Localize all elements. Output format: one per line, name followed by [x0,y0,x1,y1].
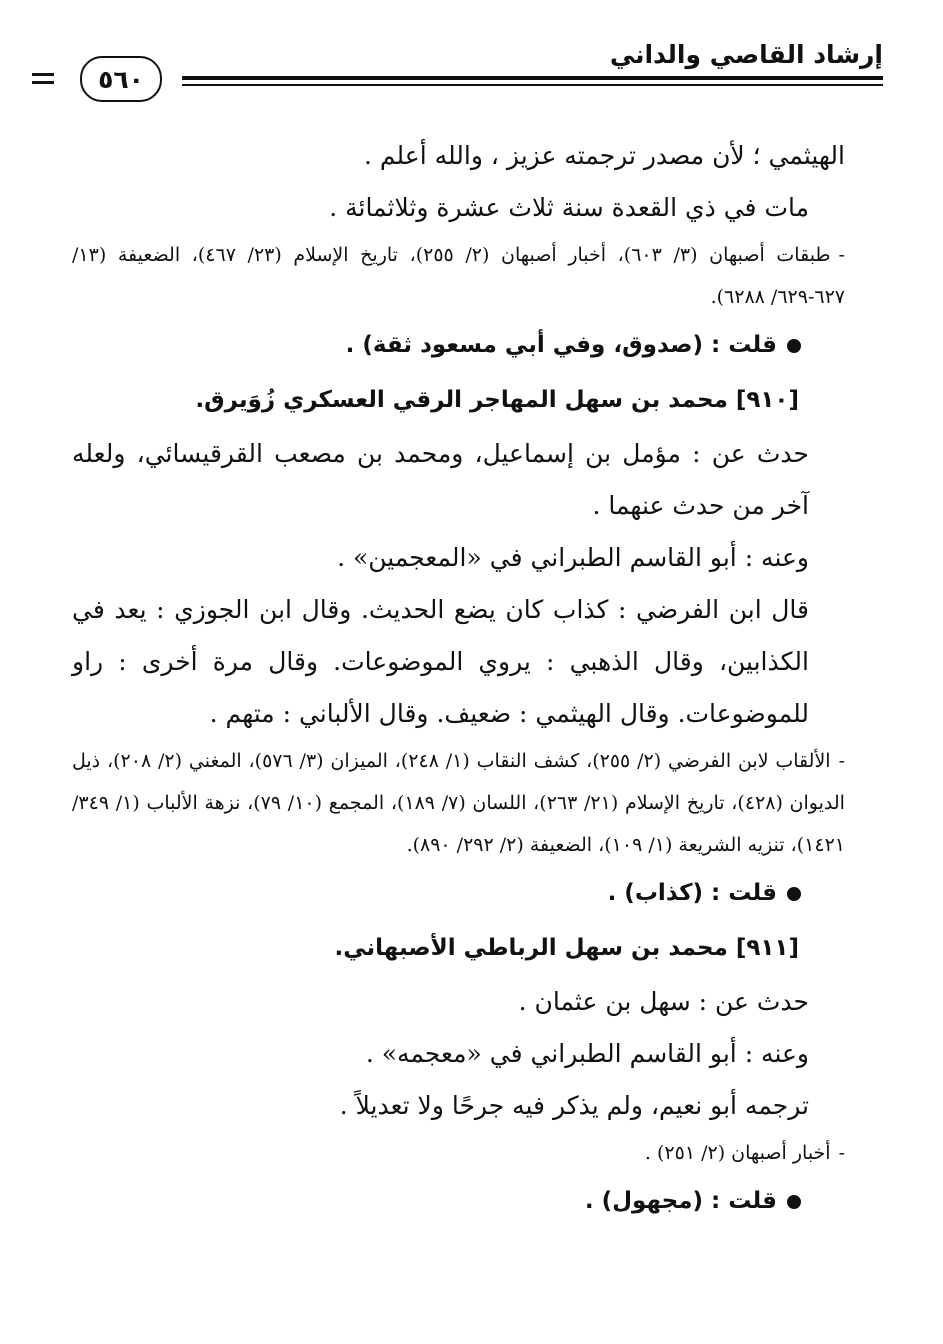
entry-heading: [٩١١] محمد بن سهل الرباطي الأصبهاني. [334,935,799,961]
bullet-icon [787,339,801,353]
body-line: الهيثمي ؛ لأن مصدر ترجمته عزيز ، والله أعلم . [364,141,845,170]
footnote-text: الألقاب لابن الفرضي (٢/ ٢٥٥)، كشف النقاب (١/ ٢٤٨)، الميزان (٣/ ٥٧٦)، المغني (٢/ ٢٠٨)، ذيل الديوان (٤٢٨)، تاريخ الإسلام (٢١/ ٢٦٣)، اللسان (٧/ ١٨٩)، المجمع (١٠/ ٧٩)، نزهة الألباب (١/ ٣٤٩/ ١٤٢١)، تنزيه الشريعة (١/ ١٠٩)، الضعيفة (٢/ ٢٩٢/ ٨٩٠). [72,750,845,856]
bullet-icon [787,887,801,901]
body-paragraph: ترجمه أبو نعيم، ولم يذكر فيه جرحًا ولا تعديلاً . [339,1091,809,1120]
footnote-dash: - [838,750,845,772]
body-paragraph: وعنه : أبو القاسم الطبراني في «المعجمين» . [337,543,809,572]
entry-heading: [٩١٠] محمد بن سهل المهاجر الرقي العسكري زُوَيرق. [195,387,799,413]
body-paragraph: قال ابن الفرضي : كذاب كان يضع الحديث. وقال ابن الجوزي : يعد في الكذابين، وقال الذهبي : يروي الموضوعات. وقال مرة أخرى : راو للموضوعات. وقال الهيثمي : ضعيف. وقال الألباني : متهم . [72,595,809,728]
header-rule-thin [182,84,883,86]
body-paragraph: حدث عن : مؤمل بن إسماعيل، ومحمد بن مصعب القرقيسائي، ولعله آخر من حدث عنهما . [72,439,809,520]
verdict-text: قلت : (كذاب) . [607,880,777,906]
source-footnote [72,1132,845,1174]
source-footnote [72,234,845,318]
footnote-dash: - [838,244,845,266]
body-line: مات في ذي القعدة سنة ثلاث عشرة وثلاثمائة . [329,193,809,222]
page-number-ornament [32,73,54,76]
verdict-line [72,1174,845,1228]
page-header [60,30,883,110]
footnote-text: أخبار أصبهان (٢/ ٢٥١) . [644,1142,831,1164]
page-number: ٥٦٠ [80,56,162,102]
page-body [72,130,845,1228]
verdict-line [72,318,845,372]
verdict-line [72,866,845,920]
body-paragraph: حدث عن : سهل بن عثمان . [518,987,809,1016]
page-number-ornament [32,81,54,84]
verdict-text: قلت : (مجهول) . [584,1188,777,1214]
footnote-dash: - [838,1142,845,1164]
footnote-text: طبقات أصبهان (٣/ ٦٠٣)، أخبار أصبهان (٢/ ٢٥٥)، تاريخ الإسلام (٢٣/ ٤٦٧)، الضعيفة (١٣/ ٦٢٧-٦٢٩/ ٦٢٨٨). [72,244,845,308]
book-title: إرشاد القاصي والداني [609,40,883,69]
verdict-text: قلت : (صدوق، وفي أبي مسعود ثقة) . [345,332,777,358]
header-rule-thick [182,76,883,80]
source-footnote [72,740,845,866]
body-paragraph: وعنه : أبو القاسم الطبراني في «معجمه» . [365,1039,809,1068]
bullet-icon [787,1195,801,1209]
